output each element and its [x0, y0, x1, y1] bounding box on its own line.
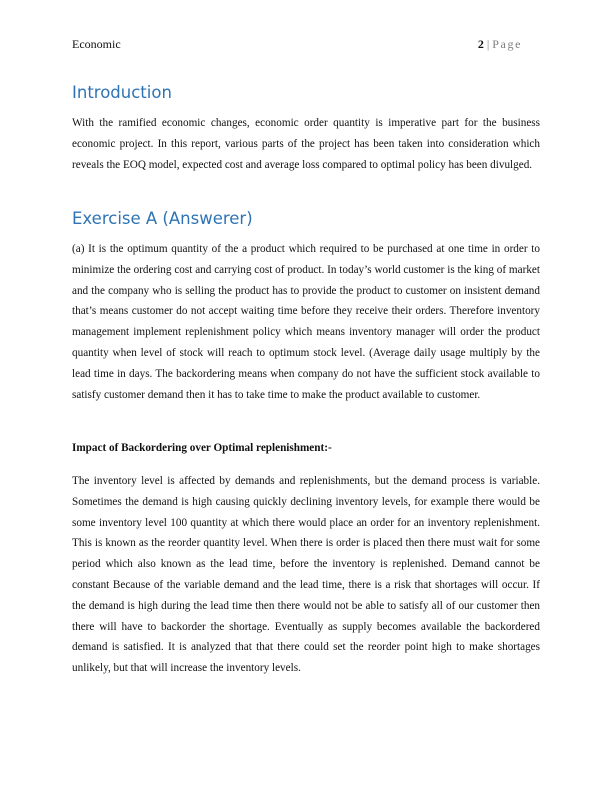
exercise-a-heading: Exercise A (Answerer) — [72, 209, 253, 228]
backordering-subheading: Impact of Backordering over Optimal replenishment:- — [72, 442, 332, 454]
page-number-label — [478, 36, 522, 52]
introduction-heading: Introduction — [72, 83, 172, 102]
header-title: Economic — [72, 37, 121, 51]
page-header — [72, 36, 540, 52]
page-number: 2 — [477, 37, 484, 51]
introduction-paragraph: With the ramified economic changes, economic order quantity is imperative part for the business economic project. In this report, various parts of the project has been taken into consideration which reveals the EOQ model, expected cost and average loss compared to optimal policy has been divulged. — [72, 117, 540, 171]
backordering-paragraph: The inventory level is affected by demands and replenishments, but the demand process is variable. Sometimes the demand is high causing quickly declining inventory levels, for example there would be some inventory level 100 quantity at which there would place an order for an inventory replenishment. This is known as the reorder quantity level. When there is order is placed then there must wait for some period which also known as the lead time, before the inventory is replenished. Demand cannot be constant Because of the variable demand and the lead time, there is a risk that shortages will occur. If the demand is high during the lead time then there would not be able to satisfy all of our customer then there will have to backorder the shortage. Eventually as supply becomes available the backordered demand is satisfied. It is analyzed that that there could set the reorder point high to make shortages unlikely, but that will increase the inventory levels. — [72, 475, 540, 675]
page-word: Page — [492, 37, 522, 51]
exercise-a-paragraph: (a) It is the optimum quantity of the a product which required to be purchased at one time in order to minimize the ordering cost and carrying cost of product. In today’s world customer is the king of market and the company who is selling the product has to provide the product to customer on insistent demand that’s means customer do not accept waiting time before they receive their orders. Therefore inventory management implement replenishment policy which means inventory manager will order the product quantity when level of stock will reach to optimum stock level. (Average daily usage multiply by the lead time in days. The backordering means when company do not have the sufficient stock available to satisfy customer demand then it has to take time to make the product available to customer. — [72, 243, 540, 401]
page-separator: | — [486, 37, 490, 51]
